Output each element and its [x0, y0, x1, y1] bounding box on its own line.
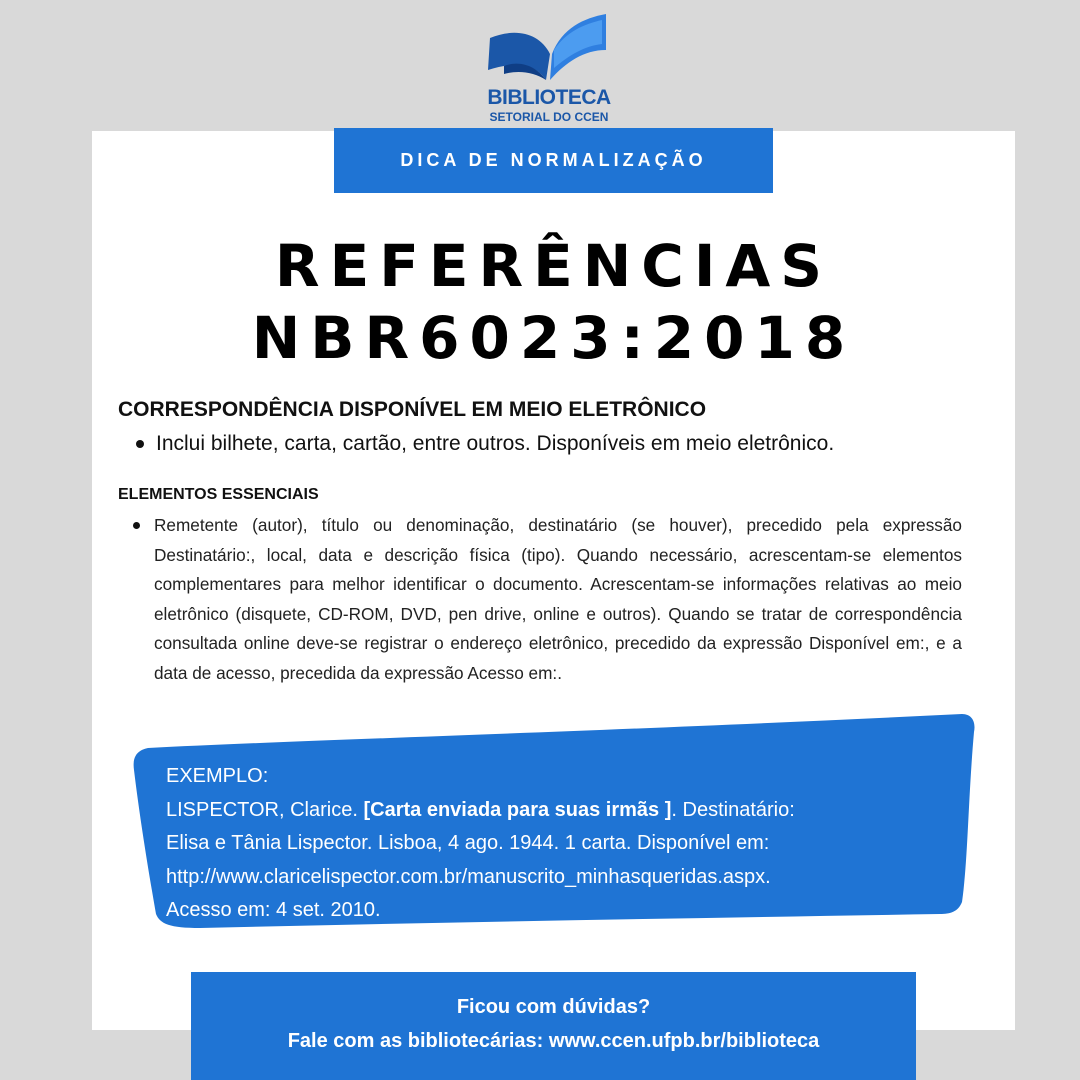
example-title: [Carta enviada para suas irmãs ]	[363, 798, 672, 821]
footer-banner	[191, 972, 916, 1080]
footer-contact: Fale com as bibliotecárias: www.ccen.ufpb.br/biblioteca	[287, 1030, 820, 1052]
example-line-2	[166, 794, 946, 828]
title-line-1: REFERÊNCIAS	[274, 232, 833, 300]
example-url: http://www.claricelispector.com.br/manuscrito_minhasqueridas.aspx.	[166, 865, 771, 888]
example-line-5: Acesso em: 4 set. 2010.	[166, 899, 381, 921]
section-heading: CORRESPONDÊNCIA DISPONÍVEL EM MEIO ELETRÔNICO	[118, 398, 707, 421]
example-author: LISPECTOR, Clarice.	[166, 798, 358, 821]
tip-tag: DICA DE NORMALIZAÇÃO	[334, 128, 773, 193]
section-bullet-text: Inclui bilhete, carta, cartão, entre outros. Disponíveis em meio eletrônico.	[156, 432, 835, 455]
elements-heading: ELEMENTOS ESSENCIAIS	[118, 486, 319, 503]
example-after-title: . Destinatário:	[671, 798, 795, 821]
example-line-3: Elisa e Tânia Lispector. Lisboa, 4 ago. 1944. 1 carta. Disponível em:	[166, 832, 770, 854]
logo-subtitle: SETORIAL DO CCEN	[489, 110, 609, 124]
logo-title: BIBLIOTECA	[487, 86, 611, 109]
footer-question: Ficou com dúvidas?	[456, 996, 651, 1018]
title-line-2: NBR6023:2018	[251, 304, 856, 372]
example-block	[166, 760, 946, 928]
elements-bullet-text: Remetente (autor), título ou denominação, destinatário (se houver), precedido pela expressão Destinatário:, local, data e descrição física (tipo). Quando necessário, acrescentam-se elementos complementares para melhor identificar o documento. Acrescentam-se informações relativas ao meio eletrônico (disquete, CD-ROM, DVD, pen drive, online e outros). Quando se tratar de correspondência consultada online deve-se registrar o endereço eletrônico, precedido da expressão Disponível em:, e a data de acesso, precedida da expressão Acesso em:.	[154, 515, 962, 683]
example-label: EXEMPLO:	[166, 765, 269, 787]
